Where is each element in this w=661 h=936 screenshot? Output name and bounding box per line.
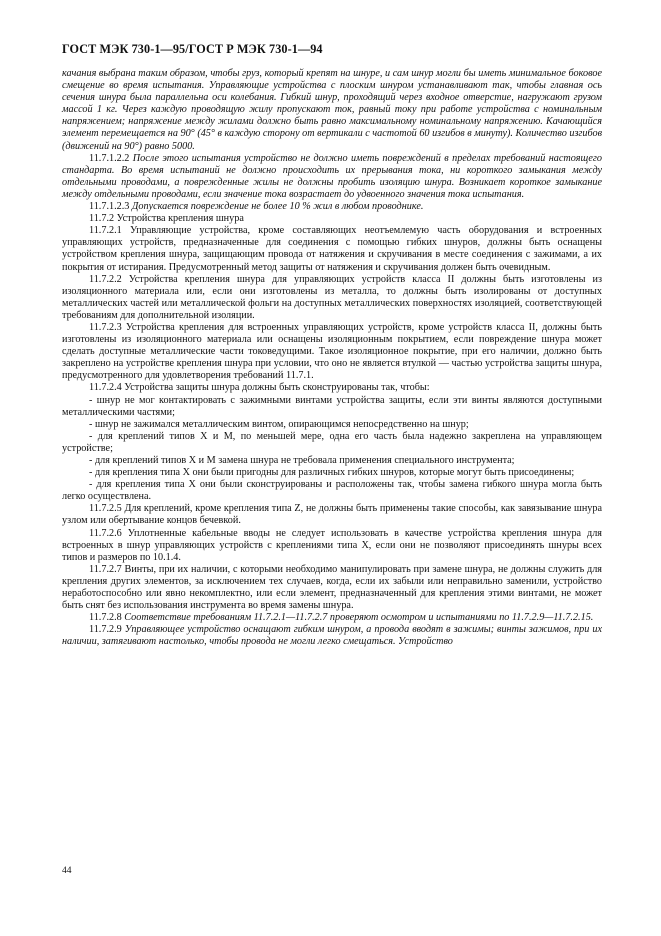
clause-text: После этого испытания устройство не должно иметь повреждений в пределах требований настоящего стандарта. Во время испытаний не должно происходить их прерывания тока, ни короткого замыкания между отдельными проводами, а поврежденные жилы не должны пробить изоляцию шнура. Возникает короткое замыкание между отдельными проводами, если значение тока возрастает до удвоенного значения тока испытания. (62, 152, 602, 200)
clause-text: Соответствие требованиям 11.7.2.1—11.7.2.7 проверяют осмотром и испытаниями по 11.7.2.9—11.7.2.15. (124, 612, 594, 624)
list-item: - для крепления типа X они были пригодны для различных гибких шнуров, которые могут быть присоединены; (89, 467, 575, 479)
clause-number: 11.7.2.8 (89, 612, 122, 624)
paragraph-11-7-1-2-3 (62, 201, 602, 213)
clause-number: 11.7.1.2.3 (89, 201, 130, 213)
paragraph-continuation: качания выбрана таким образом, чтобы груз, который крепят на шнуре, и сам шнур могли бы иметь минимальное боковое смещение во время испытания. Управляющие устройства с плоским шнуром устанавливают так, чтобы главная ось сечения шнура была параллельна оси колебания. Гибкий шнур, проходящий через входное отверстие, нагружают грузом массой 1 кг. Через каждую проводящую жилу пропускают ток, равный току при работе устройства с номинальным напряжением; напряжение между жилами должно быть равно максимальному номинальному напряжению. Качающийся элемент перемещается на 90° (45° в каждую сторону от вертикали с частотой 60 изгибов в минуту). Количество изгибов (движений на 90°) равно 5000. (62, 68, 602, 152)
paragraph-11-7-2-2: 11.7.2.2 Устройства крепления шнура для управляющих устройств класса II должны быть изготовлены из изоляционного материала или, если они изготовлены из металла, то должны быть изолированы от доступных металлических частей или металлической фольги на доступных металлических поверхностях изоляцией, соответствующей требованиям для дополнительной изоляции. (62, 273, 602, 321)
page-number: 44 (62, 866, 72, 876)
clause-number: 11.7.2.9 (89, 624, 122, 636)
clause-number: 11.7.1.2.2 (89, 152, 130, 164)
list-item: - для крепления типа X они были сконструированы и расположены так, чтобы замена гибкого шнура могла быть легко осуществлена. (62, 479, 602, 503)
paragraph-11-7-2-8 (62, 612, 602, 624)
paragraph-11-7-2-3: 11.7.2.3 Устройства крепления для встроенных управляющих устройств, кроме устройств класса II, должны быть изготовлены из изоляционного материала или оснащены изоляционным покрытием, если повреждение шнура может сделать доступные металлические части токоведущими. Такое изоляционное покрытие, при его наличии, должно быть закреплено на устройстве крепления шнура при условии, что оно не является втулкой — частью устройства защиты шнура, предусмотренного для удовлетворения требований 11.7.1. (62, 321, 602, 382)
document-body (62, 68, 602, 649)
paragraph-11-7-2-7: 11.7.2.7 Винты, при их наличии, с которыми необходимо манипулировать при замене шнура, не должны служить для крепления других элементов, за исключением тех случаев, когда, если их забыли или неправильно заменили, устройство неработоспособно или явно некомплектно, или если элемент, предназначенный для крепления этими винтами, не может быть снят без использования инструмента во время замены шнура. (62, 563, 602, 612)
paragraph-11-7-2-1: 11.7.2.1 Управляющие устройства, кроме составляющих неотъемлемую часть оборудования и встроенных управляющих устройств, предназначенные для соединения с помощью гибких шнуров, должны быть оснащены устройством крепления шнура, защищающим провода от натяжения и скручивания в месте соединения с зажимами, а их покрытия от истирания. Предусмотренный метод защиты от натяжения и скручивания должен быть очевидным. (62, 225, 602, 273)
paragraph-11-7-2-6: 11.7.2.6 Уплотненные кабельные вводы не следует использовать в качестве устройства крепления шнура для встроенных в шнур управляющих устройств с креплениями типа X, если они не позволяют присоединять шнуры всех типов и размеров по 10.1.4. (62, 527, 602, 563)
clause-text: Допускается повреждение не более 10 % жил в любом проводнике. (131, 201, 424, 213)
clause-text: Управляющее устройство оснащают гибким шнуром, а провода вводят в зажимы; винты зажимов, при их наличии, затягивают настолько, чтобы провода не могли легко смещаться. Устройство (62, 624, 602, 648)
paragraph-11-7-2-4: 11.7.2.4 Устройства защиты шнура должны быть сконструированы так, чтобы: (89, 382, 430, 394)
paragraph-11-7-2-5: 11.7.2.5 Для креплений, кроме крепления типа Z, не должны быть применены такие способы, как завязывание шнура узлом или обертывание концов бечевкой. (62, 503, 602, 527)
paragraph-11-7-2-9 (62, 624, 602, 648)
paragraph-11-7-1-2-2 (62, 153, 602, 201)
page-header: ГОСТ МЭК 730-1—95/ГОСТ Р МЭК 730-1—94 (62, 42, 323, 56)
list-item: - для креплений типов X и M замена шнура не требовала применения специального инструмента; (89, 455, 515, 466)
section-heading-11-7-2: 11.7.2 Устройства крепления шнура (89, 213, 244, 225)
list-item: - для креплений типов X и M, по меньшей мере, одна его часть была надежно закреплена на управляющем устройстве; (62, 430, 602, 454)
list-item: - шнур не мог контактировать с зажимными винтами устройства защиты, если эти винты являются доступными металлическими частями; (62, 394, 602, 418)
list-item: - шнур не зажимался металлическим винтом, опирающимся непосредственно на шнур; (89, 418, 469, 430)
